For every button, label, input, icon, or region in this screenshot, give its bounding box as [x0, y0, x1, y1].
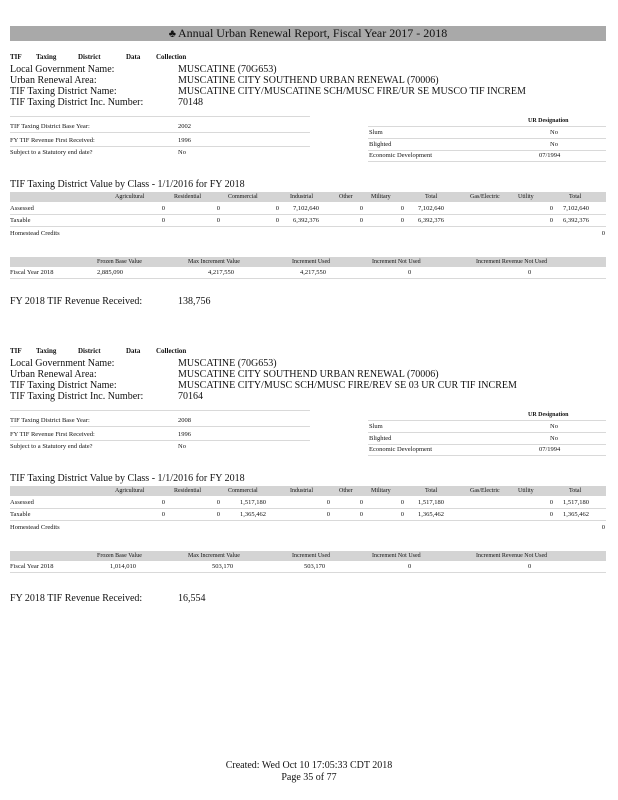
class-header: Total: [569, 194, 582, 200]
tif-inc-label: TIF Taxing District Inc. Number:: [10, 97, 144, 108]
table-cell: 7,102,640: [563, 205, 589, 212]
table-cell: 0: [359, 205, 363, 212]
section-header-word: District: [78, 347, 101, 355]
local-gov-value: MUSCATINE (70G653): [178, 358, 277, 369]
class-header: Residential: [174, 488, 201, 494]
section-header-word: Data: [126, 53, 141, 61]
table-cell: 503,170: [212, 563, 234, 570]
class-header: Military: [371, 488, 391, 494]
increment-header: Increment Revenue Not Used: [476, 553, 548, 559]
class-header: Military: [371, 194, 391, 200]
table-cell: 0: [549, 205, 553, 212]
base-year-label: TIF Taxing District Base Year:: [10, 123, 90, 130]
tif-inc-value: 70148: [178, 97, 203, 108]
base-year-value: 2008: [178, 417, 191, 424]
table-cell: 0: [275, 205, 279, 212]
first-received-value: 1996: [178, 137, 191, 144]
increment-header: Increment Used: [292, 553, 331, 559]
table-cell: 1,365,462: [418, 511, 444, 518]
table-cell: 503,170: [304, 563, 326, 570]
homestead-value: 0: [601, 524, 605, 531]
designation-value: No: [550, 141, 558, 148]
table-cell: 0: [400, 511, 404, 518]
designation-value: No: [550, 423, 558, 430]
fiscal-year-label: Fiscal Year 2018: [10, 269, 54, 276]
table-cell: 0: [400, 499, 404, 506]
ur-area-label: Urban Renewal Area:: [10, 75, 97, 86]
local-gov-value: MUSCATINE (70G653): [178, 64, 277, 75]
table-cell: 1,014,010: [110, 563, 136, 570]
table-cell: 1,517,180: [240, 499, 266, 506]
homestead-value: 0: [601, 230, 605, 237]
taxable-label: Taxable: [10, 217, 31, 224]
taxable-label: Taxable: [10, 511, 31, 518]
tif-name-label: TIF Taxing District Name:: [10, 86, 117, 97]
assessed-label: Assessed: [10, 205, 34, 212]
class-header: Industrial: [290, 194, 313, 200]
assessed-label: Assessed: [10, 499, 34, 506]
table-cell: 6,392,376: [563, 217, 589, 224]
table-cell: 7,102,640: [418, 205, 444, 212]
table-cell: 0: [359, 499, 363, 506]
designation-value: 07/1994: [539, 152, 561, 159]
section-header-word: Collection: [156, 53, 187, 61]
local-gov-label: Local Government Name:: [10, 358, 115, 369]
table-cell: 0: [549, 217, 553, 224]
table-cell: 0: [528, 563, 532, 570]
section-header-word: District: [78, 53, 101, 61]
designation-value: 07/1994: [539, 446, 561, 453]
report-title: Annual Urban Renewal Report, Fiscal Year 2017 - 2018: [177, 26, 448, 40]
designation-header: UR Designation: [528, 118, 569, 124]
table-cell: 0: [161, 499, 165, 506]
ur-area-value: MUSCATINE CITY SOUTHEND URBAN RENEWAL (70006): [178, 369, 439, 380]
class-header: Total: [569, 488, 582, 494]
designation-value: No: [550, 129, 558, 136]
table-cell: 0: [408, 269, 412, 276]
table-cell: 4,217,550: [300, 269, 326, 276]
class-header: Gas/Electric: [470, 194, 500, 200]
footer-created: Created: Wed Oct 10 17:05:33 CDT 2018: [225, 760, 393, 771]
table-cell: 0: [216, 217, 220, 224]
class-header: Other: [339, 488, 353, 494]
table-cell: 0: [400, 205, 404, 212]
table-cell: 1,365,462: [240, 511, 266, 518]
table-cell: 0: [161, 217, 165, 224]
revenue-label: FY 2018 TIF Revenue Received:: [10, 593, 143, 604]
table-cell: 0: [549, 499, 553, 506]
table-cell: 0: [161, 511, 165, 518]
class-header: Residential: [174, 194, 201, 200]
base-year-label: TIF Taxing District Base Year:: [10, 417, 90, 424]
class-header: Commercial: [228, 488, 258, 494]
statutory-value: No: [178, 149, 186, 156]
increment-header: Max Increment Value: [188, 553, 240, 559]
designation-header: UR Designation: [528, 412, 569, 418]
section-header-word: Taxing: [36, 347, 57, 355]
tif-name-label: TIF Taxing District Name:: [10, 380, 117, 391]
increment-header: Frozen Base Value: [97, 259, 142, 265]
class-header: Utility: [518, 194, 534, 200]
designation-label: Slum: [369, 129, 383, 136]
designation-label: Blighted: [369, 435, 392, 442]
homestead-label: Homestead Credits: [10, 230, 60, 237]
table-cell: 2,885,090: [97, 269, 123, 276]
tif-name-value: MUSCATINE CITY/MUSC SCH/MUSC FIRE/REV SE 03 UR CUR TIF INCREM: [178, 380, 517, 391]
local-gov-label: Local Government Name:: [10, 64, 115, 75]
homestead-label: Homestead Credits: [10, 524, 60, 531]
table-cell: 7,102,640: [293, 205, 319, 212]
table-cell: 6,392,376: [293, 217, 319, 224]
club-icon: ♣: [168, 28, 176, 40]
table-cell: 1,517,180: [563, 499, 589, 506]
table-cell: 0: [359, 217, 363, 224]
section-header-word: Data: [126, 347, 141, 355]
increment-header: Increment Not Used: [372, 553, 421, 559]
value-by-class-title: TIF Taxing District Value by Class - 1/1/2016 for FY 2018: [10, 179, 245, 190]
tif-name-value: MUSCATINE CITY/MUSCATINE SCH/MUSC FIRE/UR SE MUSCO TIF INCREM: [178, 86, 526, 97]
table-cell: 6,392,376: [418, 217, 444, 224]
revenue-value: 16,554: [178, 593, 206, 604]
first-received-label: FY TIF Revenue First Received:: [10, 137, 95, 144]
table-cell: 0: [275, 217, 279, 224]
table-cell: 0: [408, 563, 412, 570]
base-year-value: 2002: [178, 123, 191, 130]
table-cell: 0: [549, 511, 553, 518]
table-cell: 0: [216, 499, 220, 506]
statutory-value: No: [178, 443, 186, 450]
report-title-bar: [10, 26, 606, 41]
designation-label: Slum: [369, 423, 383, 430]
table-cell: 0: [326, 499, 330, 506]
fiscal-year-label: Fiscal Year 2018: [10, 563, 54, 570]
class-header: Industrial: [290, 488, 313, 494]
table-cell: 4,217,550: [208, 269, 234, 276]
class-header: Agricultural: [115, 194, 145, 200]
section-header-word: Taxing: [36, 53, 57, 61]
ur-area-label: Urban Renewal Area:: [10, 369, 97, 380]
table-cell: 0: [216, 205, 220, 212]
increment-header: Frozen Base Value: [97, 553, 142, 559]
table-cell: 0: [400, 217, 404, 224]
increment-header: Increment Used: [292, 259, 331, 265]
table-cell: 0: [161, 205, 165, 212]
tif-inc-value: 70164: [178, 391, 203, 402]
section-header-word: TIF: [10, 347, 22, 355]
table-cell: 0: [326, 511, 330, 518]
increment-header: Increment Revenue Not Used: [476, 259, 548, 265]
increment-header: Max Increment Value: [188, 259, 240, 265]
ur-area-value: MUSCATINE CITY SOUTHEND URBAN RENEWAL (70006): [178, 75, 439, 86]
table-cell: 0: [528, 269, 532, 276]
table-cell: 1,517,180: [418, 499, 444, 506]
class-header: Utility: [518, 488, 534, 494]
table-cell: 0: [359, 511, 363, 518]
designation-label: Blighted: [369, 141, 392, 148]
section-header-word: TIF: [10, 53, 22, 61]
designation-label: Economic Development: [369, 446, 432, 453]
increment-header: Increment Not Used: [372, 259, 421, 265]
designation-value: No: [550, 435, 558, 442]
section-header-word: Collection: [156, 347, 187, 355]
first-received-label: FY TIF Revenue First Received:: [10, 431, 95, 438]
statutory-label: Subject to a Statutory end date?: [10, 149, 93, 156]
class-header: Total: [425, 488, 438, 494]
value-by-class-title: TIF Taxing District Value by Class - 1/1/2016 for FY 2018: [10, 473, 245, 484]
class-header: Commercial: [228, 194, 258, 200]
table-cell: 1,365,462: [563, 511, 589, 518]
footer-page-number: Page 35 of 77: [281, 772, 337, 783]
class-header: Total: [425, 194, 438, 200]
first-received-value: 1996: [178, 431, 191, 438]
revenue-value: 138,756: [178, 296, 211, 307]
class-header: Agricultural: [115, 488, 145, 494]
revenue-label: FY 2018 TIF Revenue Received:: [10, 296, 143, 307]
statutory-label: Subject to a Statutory end date?: [10, 443, 93, 450]
class-header: Gas/Electric: [470, 488, 500, 494]
class-header: Other: [339, 194, 353, 200]
tif-inc-label: TIF Taxing District Inc. Number:: [10, 391, 144, 402]
table-cell: 0: [216, 511, 220, 518]
designation-label: Economic Development: [369, 152, 432, 159]
